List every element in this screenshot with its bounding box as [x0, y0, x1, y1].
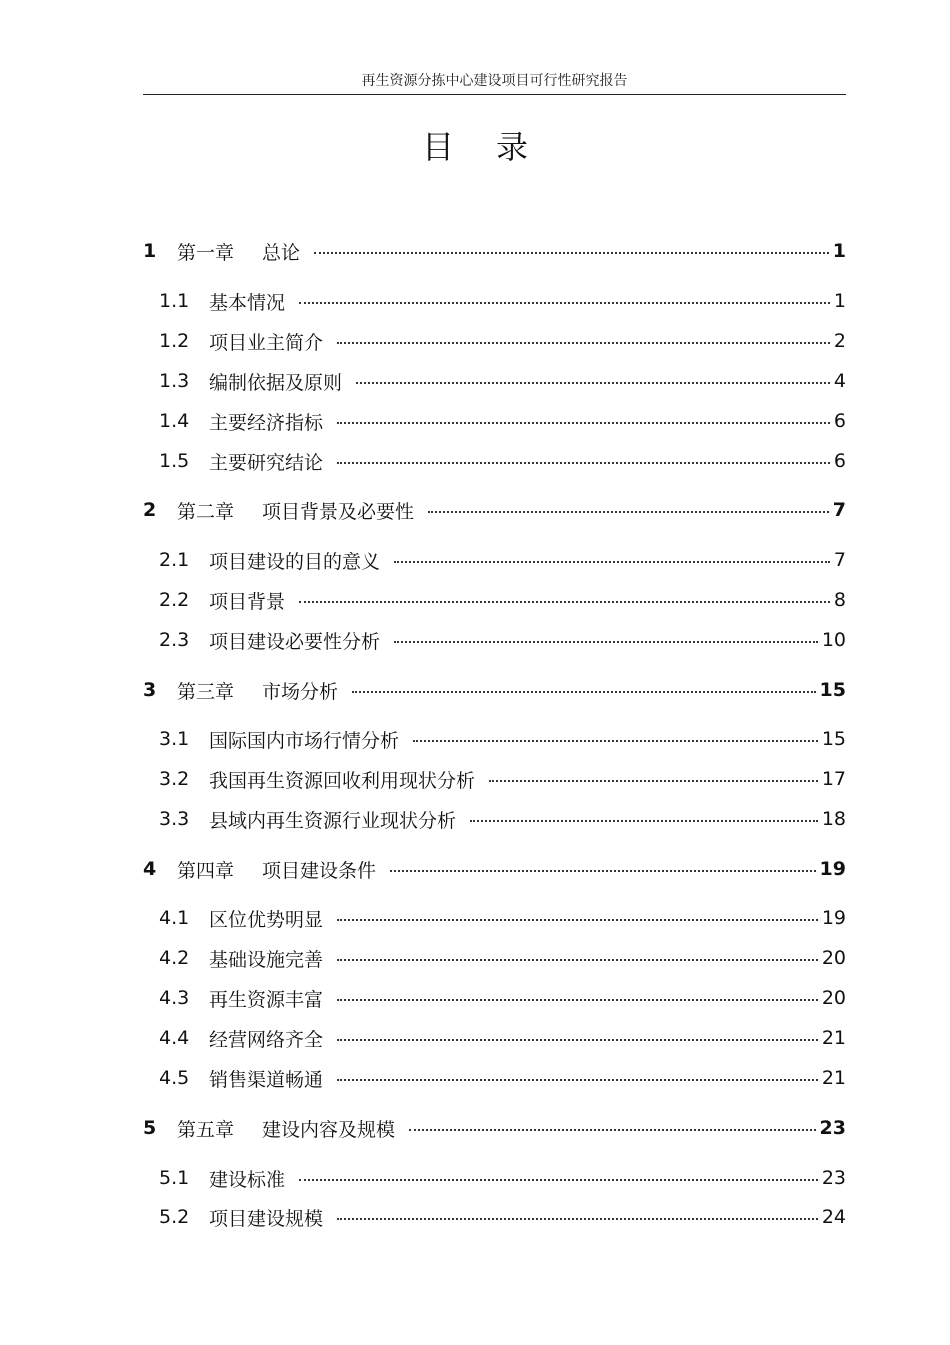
toc-title: 县域内再生资源行业现状分析	[209, 809, 457, 832]
toc-page: 17	[821, 768, 846, 790]
toc-leader	[337, 462, 830, 464]
toc-chapter-1[interactable]	[143, 238, 846, 264]
toc-number: 3.1	[159, 728, 190, 750]
toc-chapter-label: 第二章	[177, 500, 235, 523]
toc-title: 经营网络齐全	[209, 1028, 324, 1051]
toc-chapter-label: 第五章	[177, 1118, 235, 1141]
toc-leader	[352, 691, 816, 693]
toc-section-4-4[interactable]	[143, 1025, 846, 1051]
toc-leader	[337, 422, 830, 424]
toc-title: 区位优势明显	[209, 908, 324, 931]
toc-number: 3	[143, 679, 157, 701]
toc-number: 1.2	[159, 330, 190, 352]
toc-chapter-5[interactable]	[143, 1115, 846, 1141]
toc-number: 4	[143, 858, 157, 880]
toc-leader	[337, 919, 818, 921]
toc-chapter-4[interactable]	[143, 856, 846, 882]
toc-page: 18	[821, 808, 846, 830]
toc-leader	[390, 870, 816, 872]
toc-page: 1	[832, 240, 846, 262]
toc-title: 项目建设规模	[209, 1207, 324, 1230]
toc-section-4-1[interactable]	[143, 905, 846, 931]
toc-section-3-3[interactable]	[143, 806, 846, 832]
toc-section-1-3[interactable]	[143, 368, 846, 394]
toc-leader	[409, 1129, 816, 1131]
toc-title: 国际国内市场行情分析	[209, 729, 400, 752]
toc-number: 2	[143, 499, 157, 521]
toc-leader	[314, 252, 829, 254]
toc-number: 1.3	[159, 370, 190, 392]
toc-leader	[299, 601, 830, 603]
toc-page: 6	[833, 410, 846, 432]
toc-page: 2	[833, 330, 846, 352]
toc-title: 项目背景及必要性	[262, 500, 415, 523]
toc-number: 4.2	[159, 947, 190, 969]
toc-page: 19	[821, 907, 846, 929]
toc-page: 21	[821, 1067, 846, 1089]
toc-title: 市场分析	[262, 680, 339, 703]
toc-number: 2.2	[159, 589, 190, 611]
toc-number: 5.2	[159, 1206, 190, 1228]
toc-title: 编制依据及原则	[209, 371, 343, 394]
toc-number: 3.3	[159, 808, 190, 830]
toc-page: 7	[833, 549, 846, 571]
toc-title: 项目建设条件	[262, 859, 377, 882]
toc-leader	[337, 1079, 818, 1081]
toc-page: 8	[833, 589, 846, 611]
toc-number: 4.5	[159, 1067, 190, 1089]
toc-title: 再生资源丰富	[209, 988, 324, 1011]
toc-page: 20	[821, 947, 846, 969]
toc-section-4-5[interactable]	[143, 1065, 846, 1091]
toc-title: 主要经济指标	[209, 411, 324, 434]
toc-title: 销售渠道畅通	[209, 1068, 324, 1091]
toc-leader	[337, 1039, 818, 1041]
toc-section-4-2[interactable]	[143, 945, 846, 971]
toc-section-1-2[interactable]	[143, 328, 846, 354]
toc-number: 2.1	[159, 549, 190, 571]
page-title: 目录	[421, 128, 570, 166]
toc-number: 4.1	[159, 907, 190, 929]
toc-leader	[394, 561, 830, 563]
toc-title: 总论	[262, 241, 301, 264]
toc-section-2-2[interactable]	[143, 587, 846, 613]
toc-leader	[337, 342, 830, 344]
toc-chapter-label: 第四章	[177, 859, 235, 882]
header-rule	[143, 94, 846, 95]
toc-number: 1.5	[159, 450, 190, 472]
toc-leader	[356, 382, 830, 384]
toc-leader	[489, 780, 818, 782]
toc-title: 建设标准	[209, 1168, 286, 1191]
toc-number: 4.3	[159, 987, 190, 1009]
toc-leader	[337, 1218, 818, 1220]
toc-chapter-label: 第三章	[177, 680, 235, 703]
toc-section-2-1[interactable]	[143, 547, 846, 573]
toc-number: 1	[143, 240, 157, 262]
toc-page: 23	[821, 1167, 846, 1189]
toc-page: 10	[821, 629, 846, 651]
toc-leader	[394, 641, 818, 643]
toc-page: 6	[833, 450, 846, 472]
toc-number: 2.3	[159, 629, 190, 651]
toc-number: 4.4	[159, 1027, 190, 1049]
toc-title: 基本情况	[209, 291, 286, 314]
toc-leader	[428, 511, 829, 513]
toc-title: 主要研究结论	[209, 451, 324, 474]
toc-chapter-label: 第一章	[177, 241, 235, 264]
toc-title: 建设内容及规模	[262, 1118, 396, 1141]
toc-title: 项目建设的目的意义	[209, 550, 381, 573]
toc-number: 3.2	[159, 768, 190, 790]
toc-page: 23	[819, 1117, 846, 1139]
toc-title: 项目背景	[209, 590, 286, 613]
toc-section-1-4[interactable]	[143, 408, 846, 434]
toc-section-1-1[interactable]	[143, 288, 846, 314]
toc-title: 基础设施完善	[209, 948, 324, 971]
toc-page: 19	[819, 858, 846, 880]
toc-section-3-2[interactable]	[143, 766, 846, 792]
toc-page: 21	[821, 1027, 846, 1049]
toc-section-5-2[interactable]	[143, 1204, 846, 1230]
toc-title: 我国再生资源回收利用现状分析	[209, 769, 476, 792]
toc-number: 1.4	[159, 410, 190, 432]
toc-leader	[337, 959, 818, 961]
toc-section-2-3[interactable]	[143, 627, 846, 653]
toc-section-1-5[interactable]	[143, 448, 846, 474]
toc-number: 5	[143, 1117, 157, 1139]
toc-title: 项目建设必要性分析	[209, 630, 381, 653]
toc-page: 1	[833, 290, 846, 312]
toc-section-3-1[interactable]	[143, 726, 846, 752]
toc-leader	[470, 820, 818, 822]
toc-page: 15	[821, 728, 846, 750]
toc-number: 5.1	[159, 1167, 190, 1189]
toc-leader	[413, 740, 818, 742]
toc-page: 7	[832, 499, 846, 521]
running-header: 再生资源分拣中心建设项目可行性研究报告	[361, 73, 628, 89]
toc-section-4-3[interactable]	[143, 985, 846, 1011]
toc-page: 20	[821, 987, 846, 1009]
toc-title: 项目业主简介	[209, 331, 324, 354]
toc-page: 15	[819, 679, 846, 701]
toc-number: 1.1	[159, 290, 190, 312]
toc-page: 24	[821, 1206, 846, 1228]
toc-page: 4	[833, 370, 846, 392]
toc-chapter-2[interactable]	[143, 497, 846, 523]
toc-leader	[299, 302, 830, 304]
toc-chapter-3[interactable]	[143, 677, 846, 703]
toc-leader	[337, 999, 818, 1001]
toc-section-5-1[interactable]	[143, 1165, 846, 1191]
toc-leader	[299, 1179, 818, 1181]
